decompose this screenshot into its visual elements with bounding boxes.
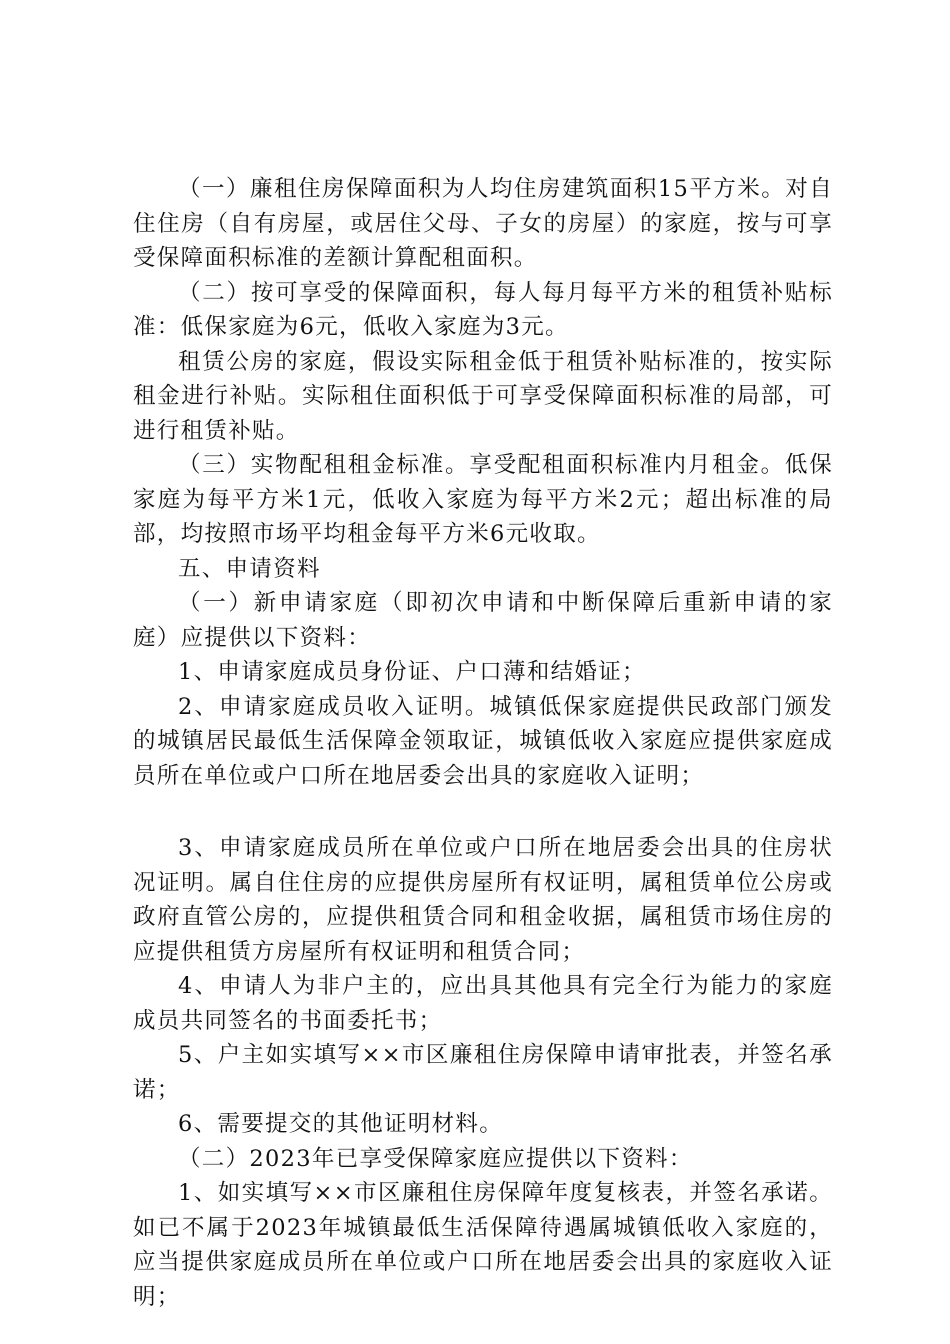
paragraph-security-area: （一）廉租住房保障面积为人均住房建筑面积15平方米。对自住住房（自有房屋，或居住父母、子女的房屋）的家庭，按与可享受保障面积标准的差额计算配租面积。 [133,176,833,271]
paragraph-new-applicants: （一）新申请家庭（即初次申请和中断保障后重新申请的家庭）应提供以下资料： [133,590,833,651]
list-item-6-other-materials: 6、需要提交的其他证明材料。 [178,1111,504,1137]
paragraph-in-kind-rent-standard: （三）实物配租租金标准。享受配租面积标准内月租金。低保家庭为每平方米1元，低收入家庭为每平方米2元；超出标准的局部，均按照市场平均租金每平方米6元收取。 [133,452,833,547]
paragraph-rent-subsidy-standard: （二）按可享受的保障面积，每人每月每平方米的租赁补贴标准：低保家庭为6元，低收入家庭为3元。 [133,279,833,340]
list-item-1-annual-review: 1、如实填写××市区廉租住房保障年度复核表，并签名承诺。如已不属于2023年城镇最低生活保障待遇属城镇低收入家庭的，应当提供家庭成员所在单位或户口所在地居委会出具的家庭收入证明； [133,1180,833,1310]
list-item-4-authorization: 4、申请人为非户主的，应出具其他具有完全行为能力的家庭成员共同签名的书面委托书； [133,973,833,1034]
list-item-3-housing-proof: 3、申请家庭成员所在单位或户口所在地居委会出具的住房状况证明。属自住住房的应提供房屋所有权证明，属租赁单位公房或政府直管公房的，应提供租赁合同和租金收据，属租赁市场住房的应提供租赁方房屋所有权证明和租赁合同； [133,835,833,965]
list-item-5-application-form: 5、户主如实填写××市区廉租住房保障申请审批表，并签名承诺； [133,1042,833,1103]
section-heading-application-materials: 五、申请资料 [178,555,321,582]
paragraph-public-housing-rent: 租赁公房的家庭，假设实际租金低于租赁补贴标准的，按实际租金进行补贴。实际租住面积低于可享受保障面积标准的局部，可进行租赁补贴。 [133,348,833,444]
document-body [133,172,833,1314]
list-item-2-income-proof: 2、申请家庭成员收入证明。城镇低保家庭提供民政部门颁发的城镇居民最低生活保障金领取证，城镇低收入家庭应提供家庭成员所在单位或户口所在地居委会出具的家庭收入证明； [133,693,833,789]
paragraph-existing-recipients: （二）2023年已享受保障家庭应提供以下资料： [178,1145,693,1172]
list-item-1-id-documents: 1、申请家庭成员身份证、户口薄和结婚证； [178,659,646,685]
